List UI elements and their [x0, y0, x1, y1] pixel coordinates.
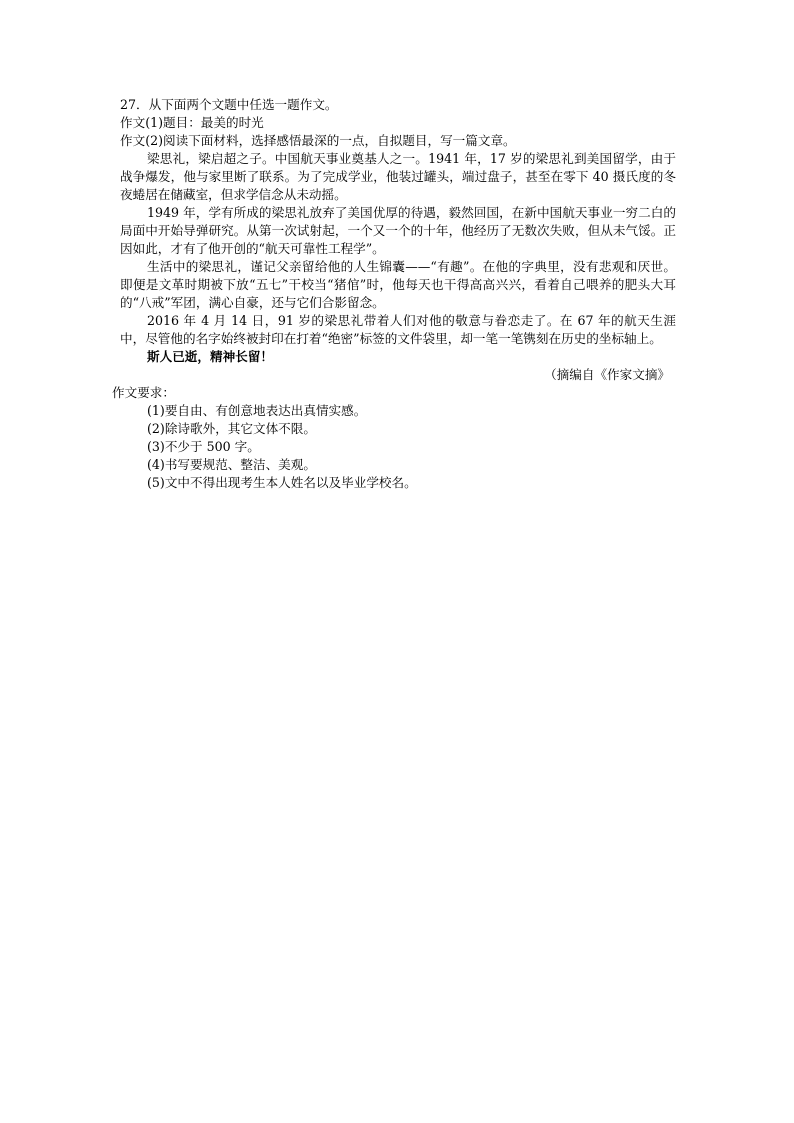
material-paragraph-2: 1949 年，学有所成的梁思礼放弃了美国优厚的待遇，毅然回国，在新中国航天事业一穷二白的局面中开始导弹研究。从第一次试射起，一个又一个的十年，他经历了无数次失败，但从未气馁。正因如此，才有了他开创的“航天可靠性工程学”。 — [120, 205, 676, 256]
material-paragraph-3: 生活中的梁思礼，谨记父亲留给他的人生锦囊——“有趣”。在他的字典里，没有悲观和厌世。即便是文革时期被下放“五七”干校当“猪倌”时，他每天也干得高高兴兴，看着自己喂养的肥头大耳的“八戒”军团，满心自豪，还与它们合影留念。 — [120, 259, 676, 310]
material-paragraph-1: 梁思礼，梁启超之子。中国航天事业奠基人之一。1941 年，17 岁的梁思礼到美国留学，由于战争爆发，他与家里断了联系。为了完成学业，他装过罐头，端过盘子，甚至在零下 40 摄氏度的冬夜蜷居在储藏室，但求学信念从未动摇。 — [120, 151, 676, 202]
exam-page — [112, 96, 676, 492]
requirement-item-1: (1)要自由、有创意地表达出真情实感。 — [147, 403, 367, 418]
requirement-item-4: (4)书写要规范、整洁、美观。 — [147, 457, 316, 472]
essay-option-1: 作文(1)题目：最美的时光 — [120, 115, 264, 130]
requirement-item-2: (2)除诗歌外，其它文体不限。 — [147, 421, 316, 436]
question-heading: 27．从下面两个文题中任选一题作文。 — [120, 97, 338, 112]
material-source: （摘编自《作家文摘》 — [544, 367, 670, 382]
essay-option-2: 作文(2)阅读下面材料，选择感悟最深的一点，自拟题目，写一篇文章。 — [120, 133, 516, 148]
requirements-heading: 作文要求： — [112, 385, 175, 400]
requirement-item-3: (3)不少于 500 字。 — [147, 439, 260, 454]
material-paragraph-4: 2016 年 4 月 14 日，91 岁的梁思礼带着人们对他的敬意与眷恋走了。在 67 年的航天生涯中，尽管他的名字始终被封印在打着“绝密”标签的文件袋里，却一笔一笔镌刻在历史的坐标轴上。 — [120, 313, 676, 346]
material-closing: 斯人已逝，精神长留！ — [147, 349, 273, 364]
requirement-item-5: (5)文中不得出现考生本人姓名以及毕业学校名。 — [147, 475, 417, 490]
